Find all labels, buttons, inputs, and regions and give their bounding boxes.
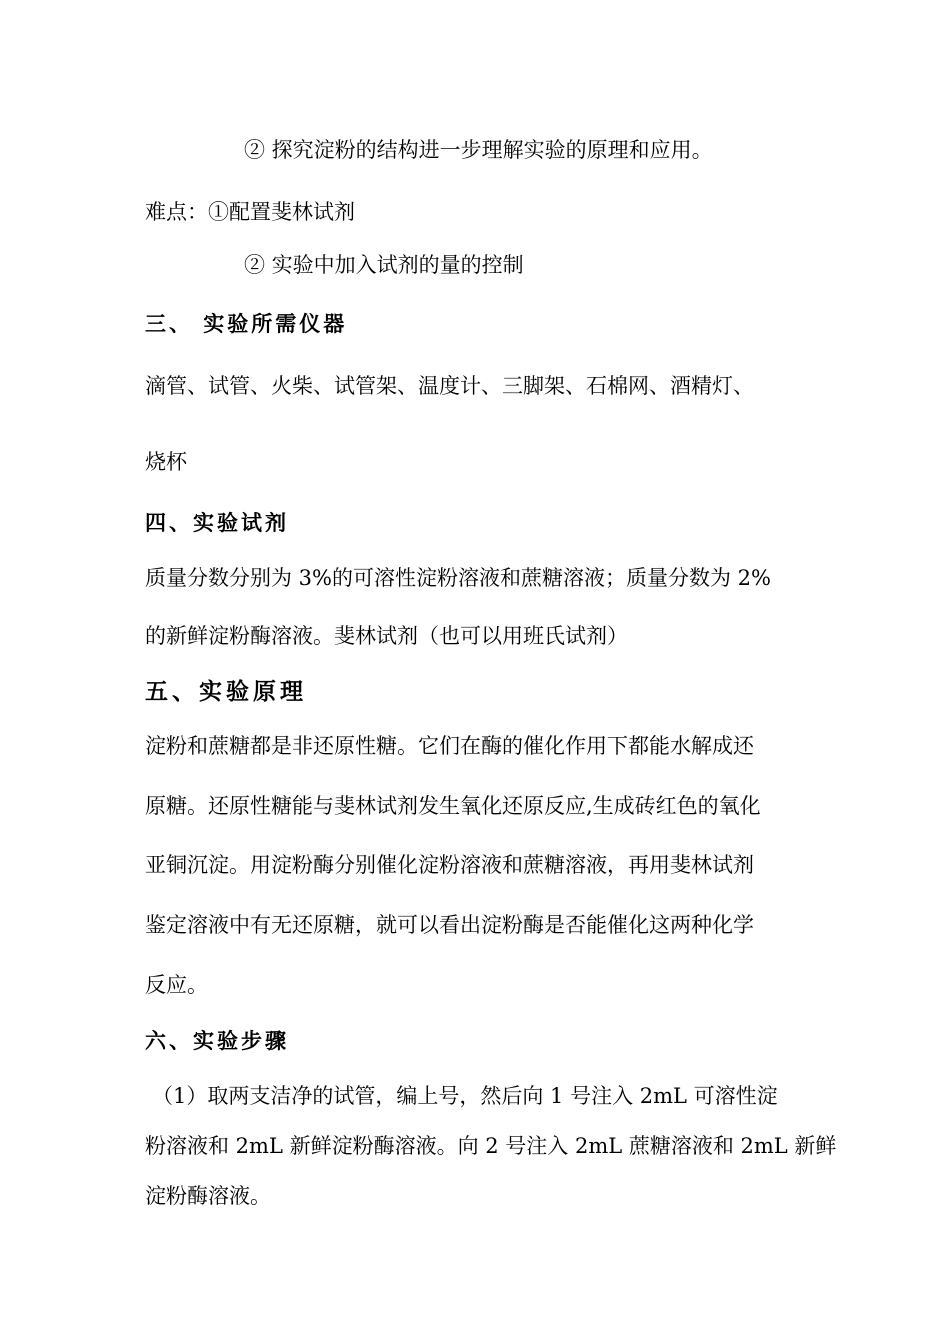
section-5-line-2: 原糖。还原性糖能与斐林试剂发生氧化还原反应,生成砖红色的氧化 — [145, 794, 761, 818]
section-5-line-3: 亚铜沉淀。用淀粉酶分别催化淀粉溶液和蔗糖溶液，再用斐林试剂 — [145, 853, 754, 877]
section-3-line-1: 滴管、试管、火柴、试管架、温度计、三脚架、石棉网、酒精灯、 — [145, 374, 754, 398]
section-6-heading: 六、实验步骤 — [145, 1028, 289, 1053]
section-5-heading: 五、实验原理 — [145, 678, 307, 705]
section-5-line-5: 反应。 — [145, 973, 208, 997]
section-4-line-2: 的新鲜淀粉酶溶液。斐林试剂（也可以用班氏试剂） — [145, 624, 628, 648]
section-3-heading: 三、 实验所需仪器 — [145, 311, 348, 336]
section-3-line-2: 烧杯 — [145, 450, 187, 474]
section-5-line-1: 淀粉和蔗糖都是非还原性糖。它们在酶的催化作用下都能水解成还 — [145, 734, 754, 758]
difficulty-2: ② 实验中加入试剂的量的控制 — [244, 253, 524, 277]
difficulty-1: 难点：①配置斐林试剂 — [145, 200, 355, 224]
section-6-line-3: 淀粉酶溶液。 — [145, 1184, 271, 1208]
section-6-line-2: 粉溶液和 2mL 新鲜淀粉酶溶液。向 2 号注入 2mL 蔗糖溶液和 2mL 新鲜 — [145, 1134, 837, 1158]
section-4-line-1: 质量分数分别为 3%的可溶性淀粉溶液和蔗糖溶液；质量分数为 2% — [145, 566, 771, 590]
section-4-heading: 四、实验试剂 — [145, 510, 289, 535]
key-point-2: ② 探究淀粉的结构进一步理解实验的原理和应用。 — [244, 138, 713, 162]
section-6-line-1: （1）取两支洁净的试管，编上号，然后向 1 号注入 2mL 可溶性淀 — [152, 1084, 778, 1108]
section-5-line-4: 鉴定溶液中有无还原糖，就可以看出淀粉酶是否能催化这两种化学 — [145, 913, 754, 937]
